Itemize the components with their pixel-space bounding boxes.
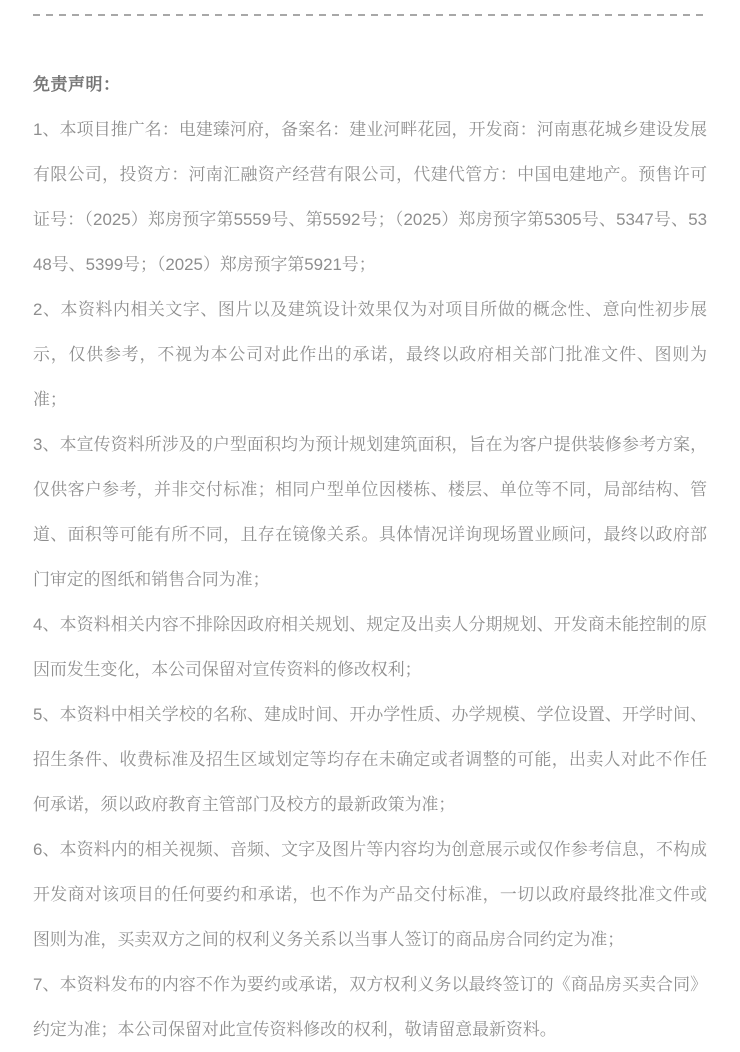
disclaimer-title: 免责声明： [33, 75, 121, 94]
disclaimer-paragraph-2: 2、本资料内相关文字、图片以及建筑设计效果仅为对项目所做的概念性、意向性初步展示，仅供参考，不视为本公司对此作出的承诺，最终以政府相关部门批准文件、图则为准； [33, 300, 707, 409]
disclaimer-paragraph-6: 6、本资料内的相关视频、音频、文字及图片等内容均为创意展示或仅作参考信息，不构成开发商对该项目的任何要约和承诺，也不作为产品交付标准，一切以政府最终批准文件或图则为准，买卖双方之间的权利义务关系以当事人签订的商品房合同约定为准； [33, 840, 707, 949]
disclaimer-paragraph-5: 5、本资料中相关学校的名称、建成时间、开办学性质、办学规模、学位设置、开学时间、招生条件、收费标准及招生区域划定等均存在未确定或者调整的可能，出卖人对此不作任何承诺，须以政府教育主管部门及校方的最新政策为准； [33, 705, 707, 814]
disclaimer-paragraph-4: 4、本资料相关内容不排除因政府相关规划、规定及出卖人分期规划、开发商未能控制的原因而发生变化，本公司保留对宣传资料的修改权利； [33, 615, 707, 679]
disclaimer-content [0, 16, 740, 1052]
disclaimer-page [0, 14, 740, 1042]
disclaimer-paragraph-7: 7、本资料发布的内容不作为要约或承诺，双方权利义务以最终签订的《商品房买卖合同》约定为准；本公司保留对此宣传资料修改的权利，敬请留意最新资料。 [33, 975, 707, 1039]
disclaimer-paragraph-3: 3、本宣传资料所涉及的户型面积均为预计规划建筑面积，旨在为客户提供装修参考方案，仅供客户参考，并非交付标准；相同户型单位因楼栋、楼层、单位等不同，局部结构、管道、面积等可能有所不同，且存在镜像关系。具体情况详询现场置业顾问，最终以政府部门审定的图纸和销售合同为准； [33, 435, 707, 589]
disclaimer-paragraph-1: 1、本项目推广名：电建臻河府，备案名：建业河畔花园，开发商：河南惠花城乡建设发展有限公司，投资方：河南汇融资产经营有限公司，代建代管方：中国电建地产。预售许可证号：（2025）郑房预字第5559号、第5592号；（2025）郑房预字第5305号、5347号、5348号、5399号；（2025）郑房预字第5921号； [33, 120, 707, 274]
